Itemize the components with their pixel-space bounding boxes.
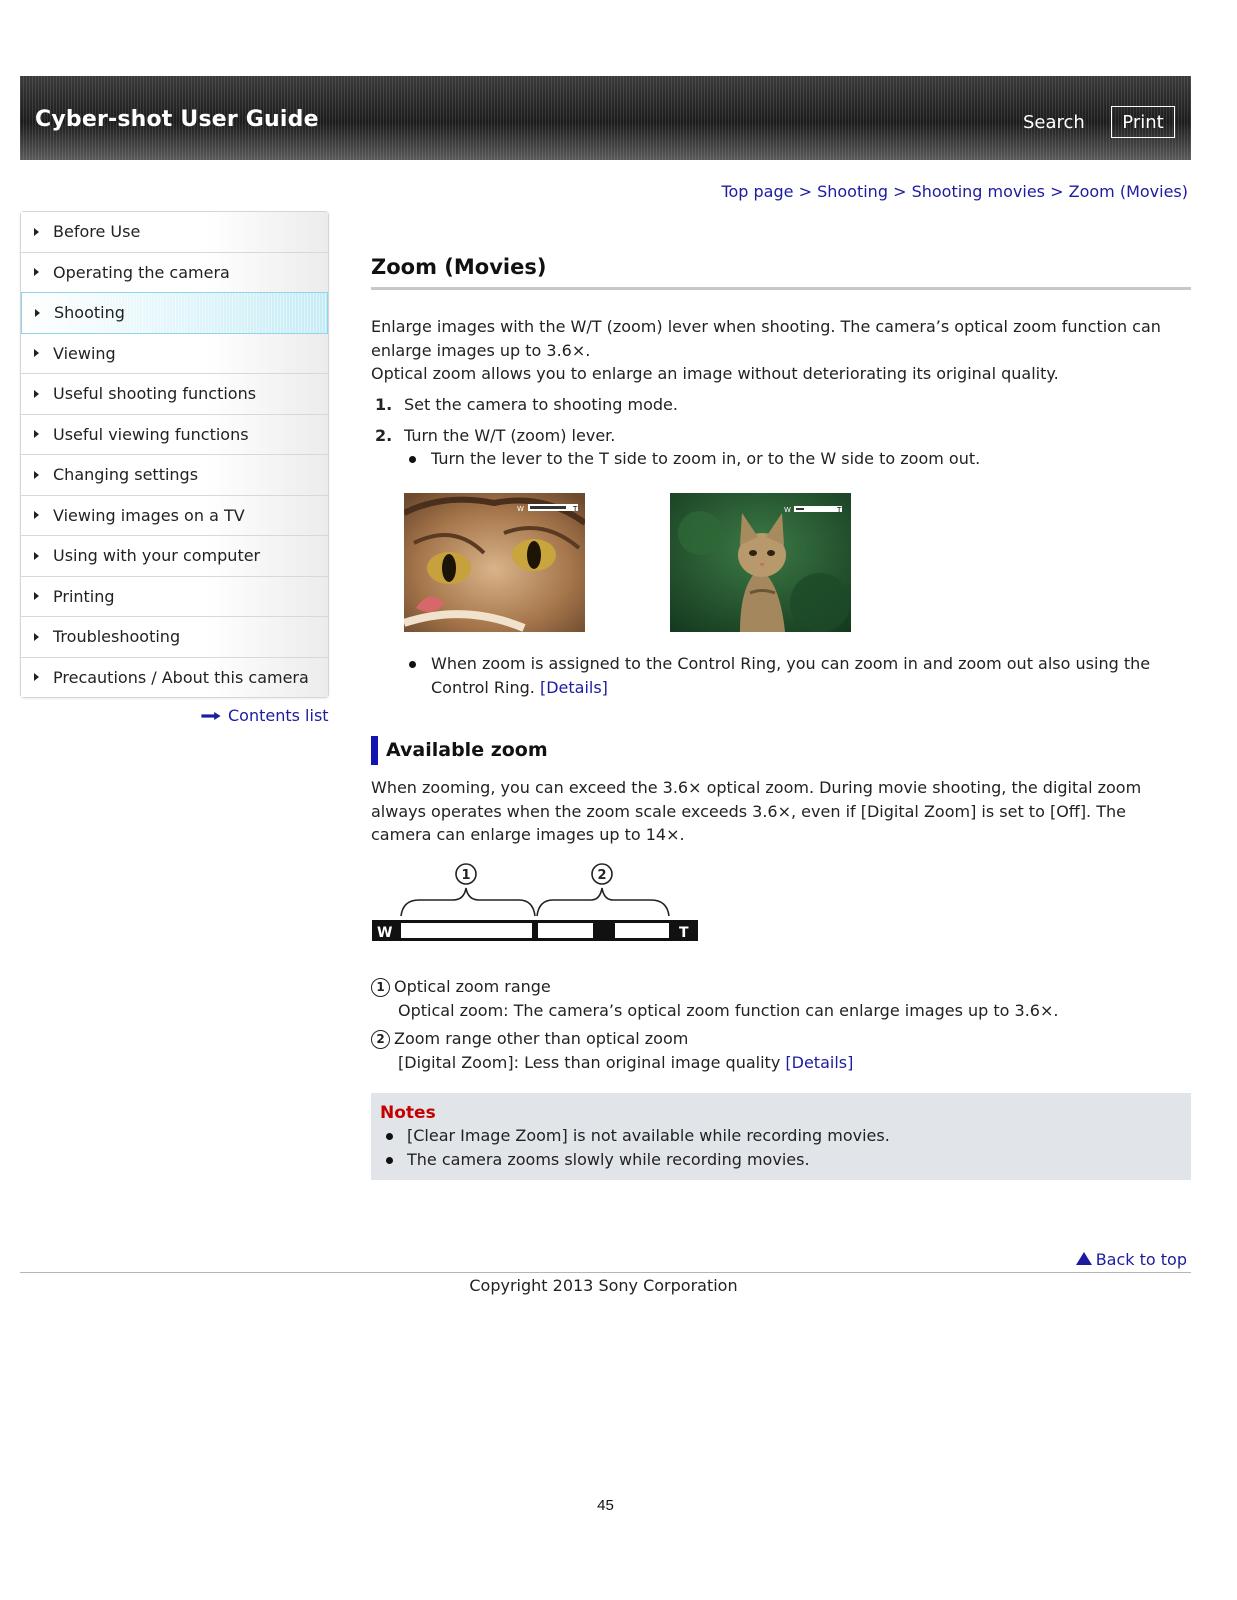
sidebar-item-label: Troubleshooting: [53, 627, 181, 647]
breadcrumb-shooting-movies[interactable]: Shooting movies: [911, 182, 1046, 201]
guide-title[interactable]: Cyber-shot User Guide: [35, 107, 319, 132]
zoom-indicator-w: W: [517, 505, 524, 513]
page-title: Zoom (Movies): [371, 255, 1191, 290]
sidebar-item-troubleshooting[interactable]: [21, 617, 328, 658]
notes-box: [371, 1093, 1191, 1180]
triangle-right-icon: [34, 673, 39, 681]
contents-list-link[interactable]: [200, 706, 329, 725]
triangle-right-icon: [34, 430, 39, 438]
triangle-right-icon: [34, 349, 39, 357]
note-text: [Clear Image Zoom] is not available while recording movies.: [407, 1126, 890, 1145]
zoom-range-diagram: [371, 860, 701, 945]
zoom-indicator-t: T: [837, 506, 842, 514]
triangle-right-icon: [34, 592, 39, 600]
triangle-right-icon: [34, 228, 39, 236]
sidebar-item-label: Changing settings: [53, 465, 199, 485]
legend-desc: Optical zoom: The camera’s optical zoom function can enlarge images up to 3.6×.: [398, 1000, 1059, 1020]
sidebar-item-label: Precautions / About this camera: [53, 667, 309, 687]
step-number: 2.: [375, 425, 393, 445]
step-text: Turn the W/T (zoom) lever.: [404, 425, 616, 445]
control-ring-note: [404, 652, 1191, 699]
diagram-marker-2: 2: [597, 868, 607, 883]
steps-list: [371, 393, 1191, 471]
back-to-top-label: Back to top: [1095, 1250, 1187, 1269]
sidebar-nav: [20, 211, 329, 698]
breadcrumb-shooting[interactable]: Shooting: [817, 182, 888, 201]
copyright-text: Copyright 2013 Sony Corporation: [469, 1276, 738, 1295]
bullet-text: When zoom is assigned to the Control Ring, you can zoom in and zoom out also using the Control Ring.: [431, 654, 1151, 697]
step-number: 1.: [375, 394, 393, 414]
sidebar-item-label: Printing: [53, 586, 115, 606]
footer-divider: [20, 1272, 1191, 1273]
details-link[interactable]: [Details]: [785, 1052, 854, 1072]
search-button[interactable]: Search: [1023, 112, 1085, 133]
triangle-right-icon: [34, 268, 39, 276]
page-number: 45: [597, 1497, 614, 1514]
step-2: [371, 424, 1191, 447]
header-bar: [20, 76, 1191, 160]
triangle-right-icon: [34, 511, 39, 519]
triangle-right-icon: [34, 471, 39, 479]
contents-list-label: Contents list: [228, 706, 329, 725]
zoom-indicator-t: T: [573, 505, 578, 513]
triangle-right-icon: [34, 633, 39, 641]
sidebar-item-label: Useful shooting functions: [53, 384, 257, 404]
circled-number-icon: 1: [371, 978, 390, 997]
print-button[interactable]: Print: [1111, 106, 1175, 138]
bullet-icon: [386, 1157, 393, 1164]
sidebar-item-label: Viewing images on a TV: [53, 505, 245, 525]
sidebar-item-label: Operating the camera: [53, 262, 230, 282]
list-item: [380, 1148, 1182, 1172]
sidebar-item-viewing[interactable]: [21, 334, 328, 375]
step-text: Set the camera to shooting mode.: [404, 394, 678, 414]
sidebar-item-label: Useful viewing functions: [53, 424, 249, 444]
triangle-right-icon: [34, 552, 39, 560]
breadcrumb-separator: >: [893, 182, 907, 201]
step-1: [371, 393, 1191, 416]
legend-desc: [Digital Zoom]: Less than original image quality: [398, 1052, 781, 1072]
legend-item-1: [371, 975, 1191, 1022]
intro-paragraph-2: Optical zoom allows you to enlarge an image without deteriorating its original quality.: [371, 364, 1059, 383]
triangle-right-icon: [35, 309, 40, 317]
digital-range-brace: [537, 888, 669, 916]
list-item: [404, 447, 1191, 471]
breadcrumb-separator: >: [1050, 182, 1064, 201]
arrow-right-icon: [200, 712, 222, 720]
bullet-text: Turn the lever to the T side to zoom in, or to the W side to zoom out.: [431, 448, 981, 468]
sidebar-item-label: Shooting: [54, 303, 125, 323]
optical-range-brace: [401, 888, 535, 916]
triangle-up-icon: [1076, 1252, 1092, 1265]
sidebar-item-printing[interactable]: [21, 577, 328, 618]
diagram-legend: [371, 975, 1191, 1074]
sidebar-item-label: Before Use: [53, 222, 141, 242]
sidebar-item-operating-the-camera[interactable]: [21, 253, 328, 294]
sidebar-item-shooting[interactable]: [21, 292, 328, 334]
list-item: [380, 1124, 1182, 1148]
triangle-right-icon: [34, 390, 39, 398]
zoom-indicator-w: W: [784, 506, 791, 514]
sidebar-item-label: Using with your computer: [53, 546, 261, 566]
section-heading: Available zoom: [371, 736, 1191, 765]
available-zoom-text: [371, 776, 1191, 847]
breadcrumb: [721, 182, 1188, 201]
sidebar-item-useful-shooting-functions[interactable]: [21, 374, 328, 415]
sidebar-item-label: Viewing: [53, 343, 116, 363]
breadcrumb-top-page[interactable]: Top page: [721, 182, 794, 201]
notes-title: Notes: [380, 1103, 436, 1123]
details-link[interactable]: [Details]: [539, 677, 608, 697]
list-item: [404, 652, 1191, 699]
section-paragraph: When zooming, you can exceed the 3.6× optical zoom. During movie shooting, the digital zoom always operates when the zoom scale exceeds 3.6×, even if [Digital Zoom] is set to [Off]. The camera can enlarge images up to 14×.: [371, 778, 1142, 844]
sidebar-item-useful-viewing-functions[interactable]: [21, 415, 328, 456]
sidebar-item-using-with-computer[interactable]: [21, 536, 328, 577]
diagram-label-w: W: [377, 925, 393, 941]
breadcrumb-zoom-movies[interactable]: Zoom (Movies): [1068, 182, 1188, 201]
sidebar-item-before-use[interactable]: [21, 212, 328, 253]
sidebar-item-changing-settings[interactable]: [21, 455, 328, 496]
main-content: [371, 255, 1191, 470]
zoomed-out-cat-photo: [670, 493, 851, 632]
bullet-icon: [409, 661, 416, 668]
legend-title: Optical zoom range: [394, 977, 551, 996]
back-to-top-link[interactable]: [1076, 1250, 1187, 1269]
legend-title: Zoom range other than optical zoom: [394, 1029, 689, 1048]
zoomed-in-cat-photo: [404, 493, 585, 632]
diagram-marker-1: 1: [461, 868, 471, 883]
note-text: The camera zooms slowly while recording movies.: [407, 1149, 810, 1169]
sidebar-item-precautions[interactable]: [21, 658, 328, 698]
sidebar-item-viewing-images-on-tv[interactable]: [21, 496, 328, 537]
diagram-label-t: T: [679, 925, 689, 941]
bullet-icon: [386, 1133, 393, 1140]
intro-paragraph: Enlarge images with the W/T (zoom) lever when shooting. The camera’s optical zoom function can enlarge images up to 3.6×.: [371, 317, 1161, 360]
circled-number-icon: 2: [371, 1030, 390, 1049]
legend-desc-row: [371, 1051, 1191, 1075]
bullet-icon: [409, 456, 416, 463]
legend-item-2: [371, 1027, 1191, 1074]
breadcrumb-separator: >: [798, 182, 812, 201]
